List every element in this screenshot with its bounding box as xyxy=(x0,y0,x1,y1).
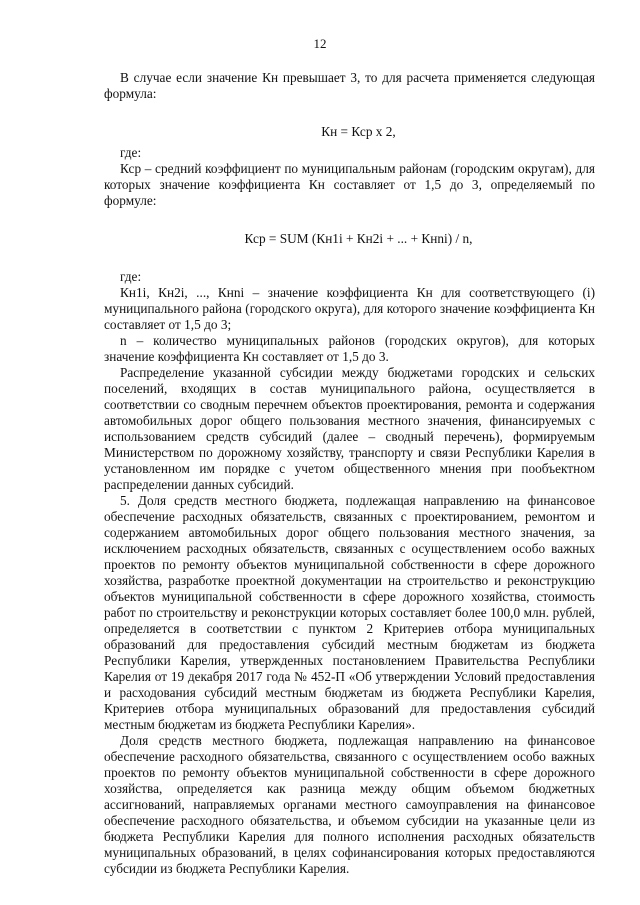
formula-kn: Кн = Кср x 2, xyxy=(321,124,396,139)
page-number: 12 xyxy=(313,36,327,51)
paragraph-kni-definition: Кн1i, Кн2i, ..., Кнni – значение коэффициента Кн для соответствующего (i) муниципального района (городского округа), для которого значение коэффициента Кн составляет от 1,5 до 3; xyxy=(104,285,595,332)
paragraph-formula-intro: В случае если значение Кн превышает 3, то для расчета применяется следующая формула: xyxy=(104,70,595,101)
where-label-2: где: xyxy=(120,269,142,284)
formula-kcp: Кср = SUM (Кн1i + Кн2i + ... + Кнni) / n, xyxy=(244,231,473,246)
where-label-1: где: xyxy=(120,145,142,160)
paragraph-n-definition: n – количество муниципальных районов (городских округов), для которых значение коэффициента Кн составляет от 1,5 до 3. xyxy=(104,333,595,364)
paragraph-distribution: Распределение указанной субсидии между бюджетами городских и сельских поселений, входящих в состав муниципального района, осуществляется в соответствии со сводным перечнем объектов проектирования, ремонта и содержания автомобильных дорог общего пользования местного значения, финансируемых с использованием средств субсидий (далее – сводный перечень), формируемым Министерством по дорожному хозяйству, транспорту и связи Республики Карелия в установленном им порядке с учетом общественного мнения при пообъектном распределении данных субсидий. xyxy=(104,365,595,492)
document-body xyxy=(104,70,595,877)
paragraph-kcp-definition: Кср – средний коэффициент по муниципальным районам (городским округам), для которых значение коэффициента Кн составляет от 1,5 до 3, определяемый по формуле: xyxy=(104,161,595,208)
paragraph-local-budget-share: Доля средств местного бюджета, подлежащая направлению на финансовое обеспечение расходного обязательства, связанного с осуществлением особо важных проектов по ремонту объектов муниципальной собственности в сфере дорожного хозяйства, определяется как разница между общим объемом бюджетных ассигнований, направляемых органами местного самоуправления на финансовое обеспечение расходного обязательства, и объемом субсидии на указанные цели из бюджета Республики Карелия для полного исполнения расходных обязательств муниципальных образований, в целях софинансирования которых предоставляются субсидии из бюджета Республики Карелия. xyxy=(104,733,595,876)
paragraph-item-5: 5. Доля средств местного бюджета, подлежащая направлению на финансовое обеспечение расходных обязательств, связанных с проектированием, ремонтом и содержанием автомобильных дорог общего пользования местного значения, за исключением расходных обязательств, связанных с осуществлением особо важных проектов по ремонту объектов муниципальной собственности в сфере дорожного хозяйства, разработке проектной документации на строительство и реконструкцию объектов муниципальной собственности в сфере дорожного хозяйства, стоимость работ по строительству и реконструкции которых составляет более 100,0 млн. рублей, определяется в соответствии с пунктом 2 Критериев отбора муниципальных образований для предоставления субсидий местным бюджетам из бюджета Республики Карелия, утвержденных постановлением Правительства Республики Карелия от 19 декабря 2017 года № 452-П «Об утверждении Условий предоставления и расходования субсидий местным бюджетам из бюджета Республики Карелия, Критериев отбора муниципальных образований для предоставления субсидий местным бюджетам из бюджета Республики Карелия». xyxy=(104,493,595,732)
